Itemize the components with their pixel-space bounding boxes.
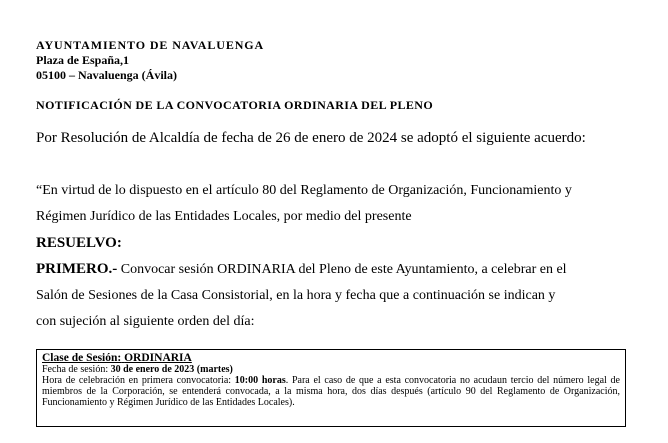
letterhead: [36, 38, 264, 83]
session-class-value: ORDINARIA: [124, 352, 192, 364]
session-class-label: Clase de Sesión:: [42, 352, 122, 364]
organization-name: AYUNTAMIENTO DE NAVALUENGA: [36, 38, 265, 52]
notification-title: NOTIFICACIÓN DE LA CONVOCATORIA ORDINARIA DEL PLENO: [36, 98, 434, 112]
session-time-value: 10:00 horas: [234, 375, 286, 386]
resuelvo-heading: RESUELVO:: [36, 235, 122, 251]
session-date-label: Fecha de sesión:: [42, 364, 109, 375]
session-time: [42, 375, 620, 408]
session-details-box: [36, 349, 626, 427]
organization-address: Plaza de España,1: [36, 53, 130, 67]
resolution-quote: [36, 178, 636, 335]
quote-line: Régimen Jurídico de las Entidades Locales, por medio del presente: [36, 209, 412, 224]
quote-line: “En virtud de lo dispuesto en el artículo 80 del Reglamento de Organización, Funcionamiento y: [36, 183, 572, 198]
session-time-note: . Para el caso de que a esta convocatoria no acudaun tercio del número legal de miembros de la Corporación, se entenderá convocada, a la misma hora, dos días después (artículo 90 del Reglamento de Organización, Funcionamiento y Régimen Jurídico de las Entidades Locales).: [42, 375, 620, 408]
session-date-value: 30 de enero de 2023 (martes): [110, 364, 233, 375]
primero-label: PRIMERO.-: [36, 261, 118, 277]
intro-paragraph: Por Resolución de Alcaldía de fecha de 26 de enero de 2024 se adoptó el siguiente acuerdo:: [36, 130, 586, 146]
session-class: [42, 352, 620, 364]
quote-line: con sujeción al siguiente orden del día:: [36, 314, 255, 329]
session-date: [42, 364, 620, 375]
session-time-label: Hora de celebración en primera convocatoria:: [42, 375, 232, 386]
primero-line: [36, 256, 636, 283]
primero-text: Convocar sesión ORDINARIA del Pleno de este Ayuntamiento, a celebrar en el: [117, 262, 567, 277]
quote-line: Salón de Sesiones de la Casa Consistorial, en la hora y fecha que a continuación se indican y: [36, 288, 556, 303]
organization-city: 05100 – Navaluenga (Ávila): [36, 68, 177, 82]
